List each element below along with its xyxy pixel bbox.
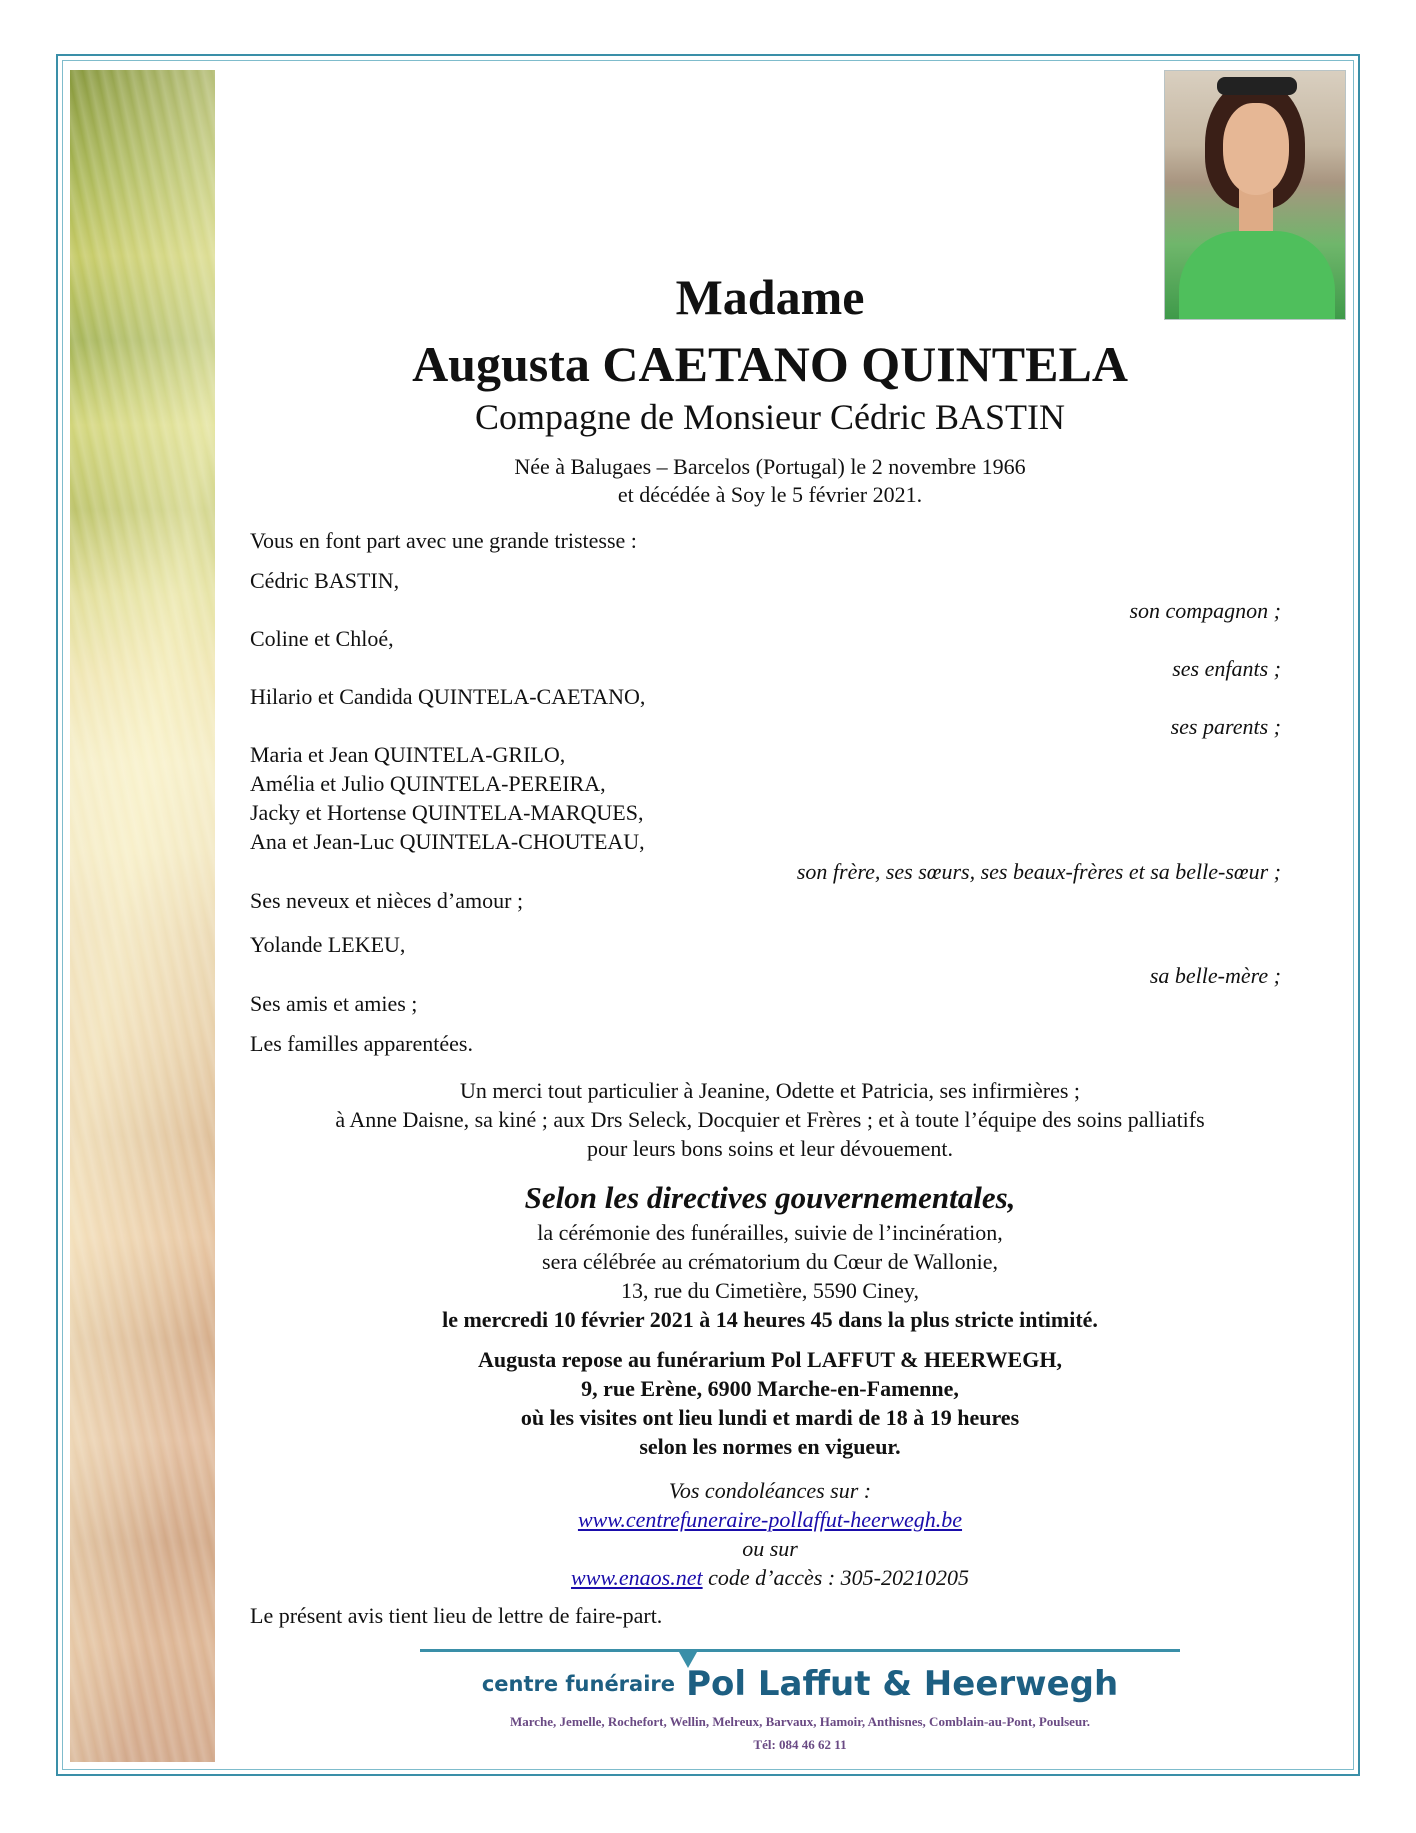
family-friends: Ses amis et amies ; — [250, 991, 418, 1016]
birth-line: Née à Balugaes – Barcelos (Portugal) le 2 novembre 1966 — [514, 454, 1026, 479]
repose-line-2: 9, rue Erène, 6900 Marche-en-Famenne, — [581, 1376, 959, 1401]
role-companion: son compagnon ; — [1129, 598, 1281, 623]
ceremony-details — [250, 1218, 1290, 1334]
role-parents: ses parents ; — [1170, 714, 1281, 739]
family-mother-in-law: Yolande LEKEU, — [250, 932, 406, 957]
ceremony-date: le mercredi 10 février 2021 à 14 heures 45 dans la plus stricte intimité. — [442, 1307, 1098, 1332]
role-mother-in-law: sa belle-mère ; — [1149, 963, 1281, 988]
repose-line-3: où les visites ont lieu lundi et mardi de 18 à 19 heures — [520, 1405, 1020, 1430]
family-cedric: Cédric BASTIN, — [250, 568, 400, 593]
family-relatives: Les familles apparentées. — [250, 1031, 473, 1056]
decorative-forest-path-image — [70, 70, 215, 1762]
ceremony-line-3: 13, rue du Cimetière, 5590 Ciney, — [621, 1278, 919, 1303]
honorific: Madame — [675, 269, 865, 325]
ceremony-line-2: sera célébrée au crématorium du Cœur de Wallonie, — [542, 1249, 998, 1274]
deceased-name: Augusta CAETANO QUINTELA — [412, 336, 1128, 392]
repose-details — [250, 1345, 1290, 1461]
thanks-line-2: à Anne Daisne, sa kiné ; aux Drs Seleck, Docquier et Frères ; et à toute l’équipe des soins palliatifs — [335, 1107, 1205, 1132]
condolences-label: Vos condoléances sur : — [668, 1478, 872, 1503]
condolences-link-enaos[interactable]: www.enaos.net — [571, 1565, 703, 1590]
thanks-paragraph — [250, 1076, 1290, 1163]
closing-note: Le présent avis tient lieu de lettre de faire-part. — [250, 1603, 663, 1628]
footer-towns: Marche, Jemelle, Rochefort, Wellin, Melreux, Barvaux, Hamoir, Anthisnes, Comblain-au-Pont, Poulseur. — [509, 1714, 1091, 1729]
logo-big-text: Pol Laffut & Heerwegh — [686, 1664, 1119, 1704]
access-code: code d’accès : 305-20210205 — [702, 1565, 969, 1590]
sibling-4: Ana et Jean-Luc QUINTELA-CHOUTEAU, — [250, 829, 645, 854]
condolences-link-centre-funeraire[interactable]: www.centrefuneraire-pollaffut-heerwegh.be — [577, 1507, 963, 1532]
thanks-line-1: Un merci tout particulier à Jeanine, Odette et Patricia, ses infirmières ; — [459, 1078, 1081, 1103]
condolences-or: ou sur — [742, 1536, 798, 1561]
birth-death-info — [250, 453, 1290, 509]
ceremony-line-1: la cérémonie des funérailles, suivie de l’incinération, — [537, 1220, 1003, 1245]
role-siblings: son frère, ses sœurs, ses beaux-frères et sa belle-sœur ; — [796, 859, 1281, 884]
death-line: et décédée à Soy le 5 février 2021. — [617, 482, 923, 507]
logo-small-text: centre funéraire — [481, 1672, 676, 1696]
repose-line-4: selon les normes en vigueur. — [639, 1434, 901, 1459]
funeral-home-logo — [420, 1664, 1180, 1704]
ceremony-heading: Selon les directives gouvernementales, — [524, 1180, 1016, 1215]
family-parents: Hilario et Candida QUINTELA-CAETANO, — [250, 684, 646, 709]
companion-subtitle: Compagne de Monsieur Cédric BASTIN — [475, 397, 1065, 437]
family-intro: Vous en font part avec une grande tristesse : — [250, 528, 637, 553]
footer-phone: Tél: 084 46 62 11 — [753, 1737, 847, 1752]
sibling-2: Amélia et Julio QUINTELA-PEREIRA, — [250, 771, 606, 796]
portrait-sunglasses — [1217, 77, 1297, 95]
role-children: ses enfants ; — [1172, 656, 1281, 681]
repose-line-1: Augusta repose au funérarium Pol LAFFUT & HEERWEGH, — [478, 1347, 1062, 1372]
sibling-3: Jacky et Hortense QUINTELA-MARQUES, — [250, 800, 644, 825]
condolences — [250, 1476, 1290, 1592]
footer-divider — [420, 1649, 1180, 1652]
thanks-line-3: pour leurs bons soins et leur dévouement. — [587, 1136, 953, 1161]
sibling-1: Maria et Jean QUINTELA-GRILO, — [250, 742, 566, 767]
family-children: Coline et Chloé, — [250, 626, 394, 651]
family-nephews: Ses neveux et nièces d’amour ; — [250, 888, 524, 913]
portrait-face — [1223, 103, 1289, 195]
